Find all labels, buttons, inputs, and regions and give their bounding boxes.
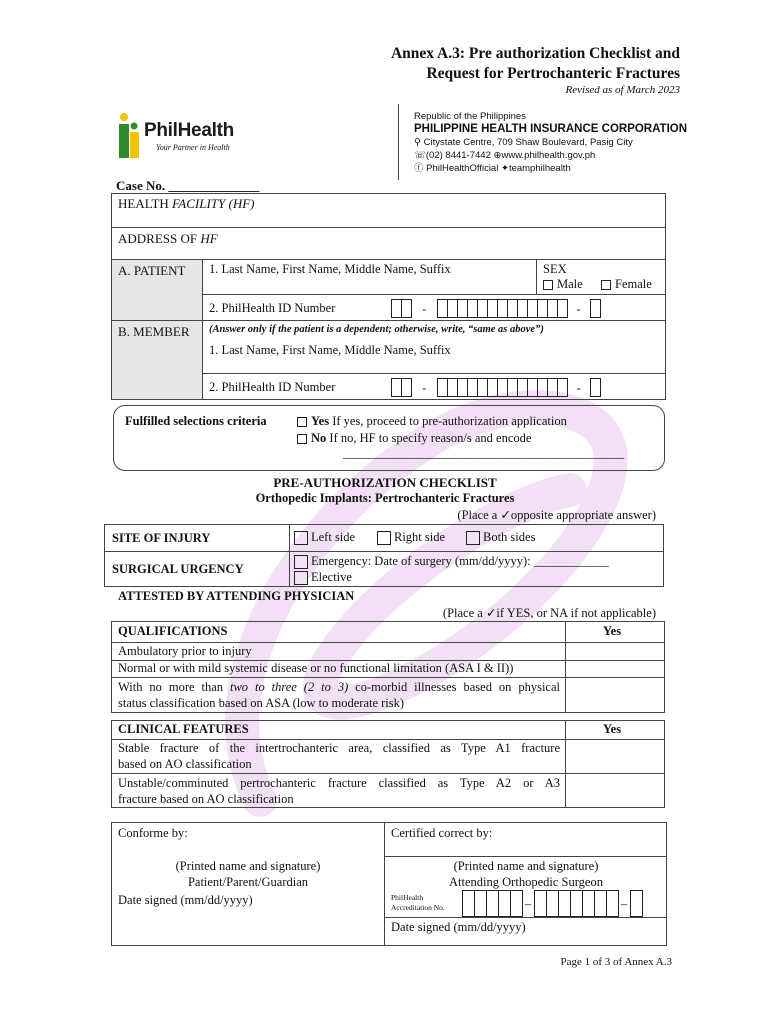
sex-male-option[interactable] (543, 277, 583, 292)
criteria-no-option[interactable] (297, 431, 531, 446)
patient-signature-block[interactable] (112, 858, 384, 890)
checklist-subtitle: Orthopedic Implants: Pertrochanteric Fractures (255, 491, 515, 505)
female-checkbox[interactable] (601, 280, 611, 290)
patient-id-boxes[interactable] (391, 298, 600, 318)
patient-label: A. PATIENT (118, 263, 186, 278)
member-id-row (202, 373, 666, 400)
sex-label: SEX (543, 262, 567, 276)
female-label: Female (615, 277, 652, 291)
emergency-checkbox[interactable] (294, 555, 308, 569)
member-id-label: 2. PhilHealth ID Number (209, 380, 336, 394)
sex-female-option[interactable] (601, 277, 652, 292)
patient-sex-field (536, 259, 666, 295)
id-digit[interactable] (557, 299, 568, 318)
attested-title: ATTESTED BY ATTENDING PHYSICIAN (118, 589, 355, 603)
member-label: B. MEMBER (118, 324, 190, 339)
site-options-cell (289, 524, 664, 552)
right-side-label: Right side (394, 530, 446, 544)
accred-digit[interactable] (630, 890, 643, 917)
id-digit[interactable] (590, 299, 601, 318)
unstable-b: fracture based on AO classification (118, 792, 294, 806)
accreditation-label (391, 893, 445, 913)
clinical-yes-header: Yes (603, 722, 622, 736)
title-line2: Request for Pertrochanteric Fractures (426, 65, 680, 82)
id-digit[interactable] (557, 378, 568, 397)
logo-tagline: Your Partner in Health (156, 143, 230, 152)
qual-row-comorbid (118, 679, 560, 711)
health-facility-field[interactable] (111, 193, 666, 228)
agency-twitter: teamphilhealth (508, 163, 571, 174)
clinical-answer-cell[interactable] (566, 740, 664, 772)
sig-row-line (384, 856, 667, 857)
patient-date-signed[interactable]: Date signed (mm/dd/yyyy) (118, 893, 253, 907)
accreditation-boxes[interactable] (462, 890, 642, 917)
id-dash: - (576, 381, 581, 395)
sig-row-line (384, 917, 667, 918)
site-label-cell (104, 524, 290, 552)
facebook-icon: ⓕ (414, 163, 424, 174)
emergency-option[interactable] (294, 554, 609, 569)
checklist-title: PRE-AUTHORIZATION CHECKLIST (273, 475, 497, 490)
header-divider (398, 104, 399, 180)
criteria-reason-line[interactable]: _____________________________________________ (343, 446, 625, 460)
left-side-label: Left side (311, 530, 356, 544)
comorbid-b: co-morbid illnesses based on physical (348, 680, 560, 694)
qual-row-ambulatory: Ambulatory prior to injury (118, 644, 252, 658)
hf-address-text: ADDRESS OF (118, 231, 201, 246)
both-sides-label: Both sides (483, 530, 536, 544)
member-name-field[interactable] (202, 320, 666, 374)
member-name-label: 1. Last Name, First Name, Middle Name, Suffix (209, 343, 451, 357)
qual-header: QUALIFICATIONS (118, 624, 228, 638)
id-digit[interactable] (401, 378, 412, 397)
patient-name-field[interactable] (202, 259, 537, 295)
criteria-no-checkbox[interactable] (297, 434, 307, 444)
corp-name: PHILIPPINE HEALTH INSURANCE CORPORATION (414, 123, 688, 135)
case-no[interactable]: Case No. ______________ (116, 178, 260, 193)
conforme-label: Conforme by: (118, 826, 188, 840)
site-label: SITE OF INJURY (112, 531, 211, 545)
attested-instr: (Place a ✓if YES, or NA if not applicable) (442, 606, 656, 620)
member-label-cell (111, 320, 203, 400)
patient-id-row (202, 294, 666, 321)
clinical-answer-cell[interactable] (566, 774, 664, 807)
both-sides-option[interactable] (466, 530, 535, 545)
accred-line2: Accreditation No. (391, 903, 445, 912)
surgeon-date-signed[interactable]: Date signed (mm/dd/yyyy) (391, 920, 526, 934)
clinical-row-unstable (118, 775, 560, 807)
comorbid-c: status classification based on ASA (low to moderate risk) (118, 696, 405, 710)
unstable-a: Unstable/comminuted pertrochanteric fracture classified as Type A2 or A3 (118, 776, 560, 790)
contact-line (414, 149, 687, 162)
agency-block (414, 110, 687, 175)
patient-name-label: 1. Last Name, First Name, Middle Name, Suffix (209, 262, 451, 276)
id-dash: - (422, 302, 427, 316)
republic-text: Republic of the Philippines (414, 111, 526, 122)
address-line (414, 136, 687, 149)
criteria-no-text: If no, HF to specify reason/s and encode (329, 431, 532, 445)
patient-label-cell (111, 259, 203, 321)
qual-answer-cell[interactable] (566, 678, 664, 712)
location-icon: ⚲ (414, 137, 424, 148)
logo-text: PhilHealth (144, 120, 234, 141)
social-line (414, 162, 687, 175)
hf-label (118, 196, 255, 212)
hf-address-field[interactable] (111, 227, 666, 260)
revised-date: Revised as of March 2023 (565, 84, 680, 96)
male-label: Male (557, 277, 583, 291)
logo-figure-icon (116, 112, 142, 160)
surgeon-role-label: Attending Orthopedic Surgeon (449, 875, 603, 889)
criteria-box (113, 405, 665, 471)
agency-website: www.philhealth.gov.ph (501, 150, 596, 161)
urgency-label-cell (104, 551, 290, 587)
criteria-label: Fulfilled selections criteria (125, 414, 267, 428)
urgency-label: SURGICAL URGENCY (112, 562, 244, 576)
hf-address-ital: HF (200, 231, 218, 246)
criteria-yes-checkbox[interactable] (297, 417, 307, 427)
criteria-yes-label: Yes (311, 414, 330, 428)
member-note: (Answer only if the patient is a dependent; otherwise, write, “same as above”) (209, 324, 544, 335)
elective-option[interactable] (294, 570, 352, 585)
patient-printed-label: (Printed name and signature) (175, 859, 321, 873)
certified-label: Certified correct by: (391, 826, 493, 840)
id-dash: - (576, 302, 581, 316)
male-checkbox[interactable] (543, 280, 553, 290)
comorbid-a: With no more than (118, 680, 230, 694)
phone-icon: ☏ (414, 150, 426, 161)
surgeon-printed-label: (Printed name and signature) (453, 859, 599, 873)
clinical-header: CLINICAL FEATURES (118, 722, 249, 736)
hf-label-text: HEALTH (118, 196, 173, 211)
both-sides-checkbox[interactable] (466, 531, 480, 545)
page-number: Page 1 of 3 of Annex A.3 (560, 956, 672, 968)
qual-yes-header: Yes (603, 624, 622, 638)
elective-label: Elective (311, 570, 352, 584)
agency-facebook: PhilHealthOfficial (426, 163, 499, 174)
criteria-yes-option[interactable] (297, 414, 567, 429)
philhealth-logo (116, 112, 256, 162)
checklist-instr: (Place a ✓opposite appropriate answer) (457, 508, 656, 522)
patient-id-label: 2. PhilHealth ID Number (209, 301, 336, 315)
hf-label-ital: FACILITY (HF) (172, 196, 255, 211)
clinical-row-stable (118, 740, 560, 772)
left-side-checkbox[interactable] (294, 531, 308, 545)
agency-address: Citystate Centre, 709 Shaw Boulevard, Pasig City (423, 137, 633, 148)
twitter-icon: ✦ (500, 163, 509, 174)
id-digit[interactable] (590, 378, 601, 397)
left-side-option[interactable] (294, 530, 355, 545)
patient-role-label: Patient/Parent/Guardian (187, 875, 309, 889)
accred-line1: PhilHealth (391, 893, 424, 902)
qual-row-asa: Normal or with mild systemic disease or no functional limitation (ASA I & II)) (118, 661, 514, 675)
id-digit[interactable] (401, 299, 412, 318)
title-line1: Annex A.3: Pre authorization Checklist and (390, 45, 680, 62)
agency-phone: (02) 8441-7442 (425, 150, 491, 161)
elective-checkbox[interactable] (294, 571, 308, 585)
member-id-boxes[interactable] (391, 377, 600, 397)
id-dash: - (422, 381, 427, 395)
qual-answer-cell[interactable] (566, 643, 664, 659)
globe-icon: ⊕ (493, 150, 502, 161)
emergency-label: Emergency: Date of surgery (mm/dd/yyyy): ____________ (311, 554, 609, 568)
accred-dash: – (524, 897, 532, 911)
criteria-no-label: No (311, 431, 327, 445)
right-side-checkbox[interactable] (377, 531, 391, 545)
accred-dash: – (620, 897, 628, 911)
urgency-options-cell (289, 551, 664, 587)
comorbid-ital: two to three (2 to 3) (229, 680, 349, 694)
stable-a: Stable fracture of the intertrochanteric area, classified as Type A1 fracture (118, 741, 560, 755)
stable-b: based on AO classification (118, 757, 252, 771)
qual-answer-cell[interactable] (566, 661, 664, 676)
doc-title (391, 44, 680, 84)
surgeon-signature-block[interactable] (385, 858, 667, 890)
hf-address-label (118, 231, 218, 247)
right-side-option[interactable] (377, 530, 445, 545)
criteria-yes-text: If yes, proceed to pre-authorization application (332, 414, 567, 428)
